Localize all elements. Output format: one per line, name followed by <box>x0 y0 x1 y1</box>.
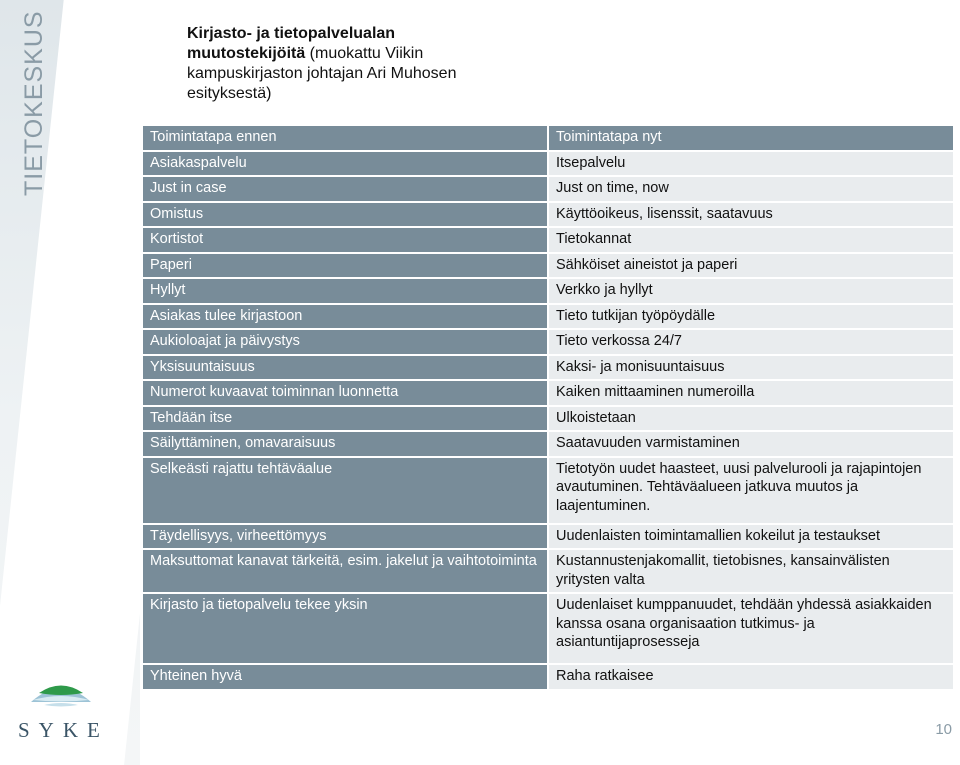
cell-now: Kustannustenjakomallit, tietobisnes, kansainvälisten yritysten valta <box>548 549 954 593</box>
cell-before: Hyllyt <box>142 278 548 304</box>
slide-title-rest: (muokattu Viikin kampuskirjaston johtajan Ari Muhosen esityksestä) <box>187 45 457 102</box>
cell-before: Just in case <box>142 176 548 202</box>
cell-before: Asiakas tulee kirjastoon <box>142 304 548 330</box>
cell-before: Paperi <box>142 253 548 279</box>
cell-now: Raha ratkaisee <box>548 664 954 690</box>
cell-before: Asiakaspalvelu <box>142 151 548 177</box>
cell-now: Kaksi- ja monisuuntaisuus <box>548 355 954 381</box>
syke-logo <box>18 672 108 743</box>
table-row <box>142 549 954 593</box>
brand-vertical-text: TIETOKESKUS <box>20 10 48 196</box>
table-row <box>142 355 954 381</box>
cell-now: Tieto verkossa 24/7 <box>548 329 954 355</box>
cell-now: Tietokannat <box>548 227 954 253</box>
header-now: Toimintatapa nyt <box>548 125 954 151</box>
table-row <box>142 227 954 253</box>
table-header-row <box>142 125 954 151</box>
table-row <box>142 593 954 664</box>
cell-now: Tietotyön uudet haasteet, uusi palvelurooli ja rajapintojen avautuminen. Tehtäväalueen jatkuva muutos ja laajentuminen. <box>548 457 954 524</box>
cell-now: Uudenlaisten toimintamallien kokeilut ja testaukset <box>548 524 954 550</box>
table-row <box>142 253 954 279</box>
table-row <box>142 278 954 304</box>
cell-before: Maksuttomat kanavat tärkeitä, esim. jakelut ja vaihtotoiminta <box>142 549 548 593</box>
cell-before: Omistus <box>142 202 548 228</box>
cell-before: Yhteinen hyvä <box>142 664 548 690</box>
comparison-table <box>141 124 955 691</box>
cell-before: Säilyttäminen, omavaraisuus <box>142 431 548 457</box>
cell-before: Numerot kuvaavat toiminnan luonnetta <box>142 380 548 406</box>
cell-now: Saatavuuden varmistaminen <box>548 431 954 457</box>
header-before: Toimintatapa ennen <box>142 125 548 151</box>
cell-before: Kortistot <box>142 227 548 253</box>
cell-now: Ulkoistetaan <box>548 406 954 432</box>
page-number: 10 <box>935 721 952 738</box>
table-row <box>142 524 954 550</box>
table-row <box>142 202 954 228</box>
cell-now: Just on time, now <box>548 176 954 202</box>
cell-before: Kirjasto ja tietopalvelu tekee yksin <box>142 593 548 664</box>
cell-before: Yksisuuntaisuus <box>142 355 548 381</box>
cell-now: Käyttöoikeus, lisenssit, saatavuus <box>548 202 954 228</box>
table-row <box>142 406 954 432</box>
cell-before: Tehdään itse <box>142 406 548 432</box>
table-row <box>142 380 954 406</box>
table-row <box>142 304 954 330</box>
syke-logo-icon <box>30 672 92 710</box>
syke-logo-text: SYKE <box>18 718 109 742</box>
slide-title <box>187 24 487 104</box>
table-row <box>142 664 954 690</box>
cell-before: Selkeästi rajattu tehtäväalue <box>142 457 548 524</box>
cell-now: Uudenlaiset kumppanuudet, tehdään yhdessä asiakkaiden kanssa osana organisaation tutkimus- ja asiantuntijaprosesseja <box>548 593 954 664</box>
cell-before: Aukioloajat ja päivystys <box>142 329 548 355</box>
cell-now: Verkko ja hyllyt <box>548 278 954 304</box>
cell-now: Sähköiset aineistot ja paperi <box>548 253 954 279</box>
cell-now: Tieto tutkijan työpöydälle <box>548 304 954 330</box>
table-row <box>142 329 954 355</box>
slide-title-bold: Kirjasto- ja tietopalvelualan muutostekijöitä <box>187 25 396 62</box>
table-row <box>142 176 954 202</box>
cell-before: Täydellisyys, virheettömyys <box>142 524 548 550</box>
cell-now: Kaiken mittaaminen numeroilla <box>548 380 954 406</box>
table-row <box>142 457 954 524</box>
table-row <box>142 431 954 457</box>
table-row <box>142 151 954 177</box>
comparison-table-body <box>142 125 954 690</box>
cell-now: Itsepalvelu <box>548 151 954 177</box>
